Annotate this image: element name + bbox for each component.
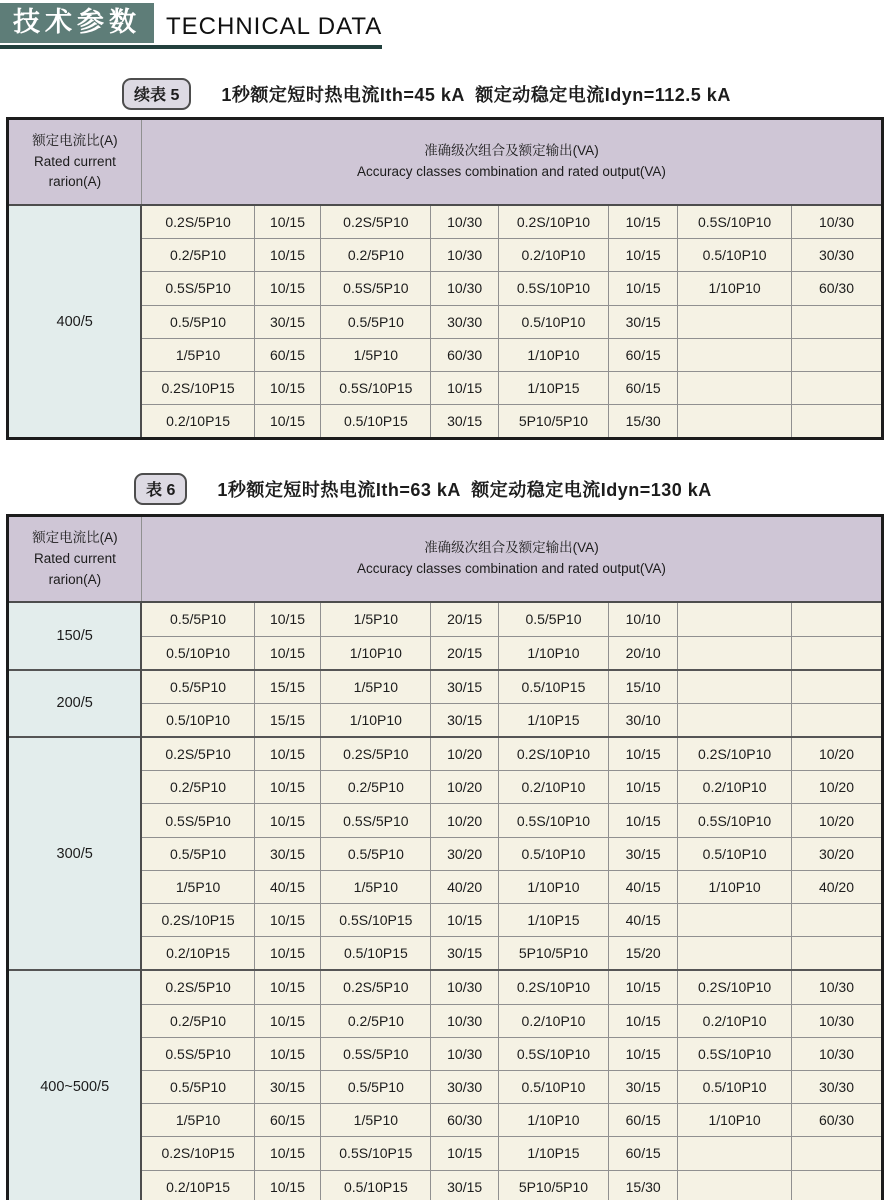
spec-cell: 1/10P10 [678,1104,792,1137]
spec-cell: 10/15 [609,970,678,1004]
spec-cell [678,937,792,971]
spec-cell: 30/20 [431,837,498,870]
spec-cell: 0.2/5P10 [141,239,254,272]
spec-cell: 30/15 [609,837,678,870]
spec-cell [791,305,882,338]
spec-cell: 30/15 [431,703,498,737]
spec-cell [678,338,792,371]
spec-cell: 10/15 [254,1037,320,1070]
spec-cell: 10/15 [609,205,678,239]
spec-cell: 10/15 [254,804,320,837]
spec-cell: 10/30 [431,1004,498,1037]
spec-cell: 0.2/10P10 [678,771,792,804]
spec-cell: 30/15 [431,670,498,704]
spec-cell: 0.5/5P10 [321,1070,431,1103]
spec-cell: 10/30 [431,1037,498,1070]
spec-cell: 10/15 [254,636,320,670]
spec-cell: 10/20 [791,737,882,771]
spec-cell: 10/20 [431,771,498,804]
table-row [8,670,883,704]
table-row [8,205,883,239]
spec-cell: 15/30 [609,1170,678,1200]
spec-cell: 0.5/5P10 [321,305,431,338]
spec-cell: 0.2S/10P15 [141,1137,254,1170]
spec-cell: 10/15 [254,602,320,636]
spec-cell: 10/30 [791,970,882,1004]
spec-cell: 60/15 [609,1137,678,1170]
spec-cell: 0.5/10P15 [321,405,431,439]
spec-cell [678,1170,792,1200]
spec-cell: 1/10P10 [498,1104,608,1137]
spec-cell: 1/10P10 [321,636,431,670]
column-header-rated-current-ratio: 额定电流比(A) Rated current rarion(A) [8,119,142,206]
column-header-rated-current-ratio: 额定电流比(A) Rated current rarion(A) [8,516,142,603]
spec-cell [678,1137,792,1170]
spec-cell: 0.2S/10P10 [498,737,608,771]
spec-cell: 0.5/10P10 [498,1070,608,1103]
spec-cell: 10/30 [791,205,882,239]
spec-cell [791,371,882,404]
spec-cell: 1/10P10 [321,703,431,737]
spec-cell: 10/20 [791,804,882,837]
spec-cell [791,1137,882,1170]
rated-current-ratio-cell: 150/5 [8,602,142,669]
spec-cell: 60/15 [254,338,320,371]
page-header [0,0,890,49]
spec-cell: 10/15 [609,771,678,804]
spec-cell: 20/10 [609,636,678,670]
spec-cell: 10/30 [431,970,498,1004]
spec-cell: 40/15 [609,870,678,903]
spec-cell [678,670,792,704]
spec-cell [678,405,792,439]
spec-cell: 1/5P10 [321,338,431,371]
spec-cell [791,1170,882,1200]
spec-cell: 0.2S/5P10 [141,970,254,1004]
spec-cell: 15/30 [609,405,678,439]
spec-cell: 0.5/10P10 [141,703,254,737]
spec-cell: 0.5/5P10 [141,837,254,870]
spec-cell: 10/30 [431,205,498,239]
spec-cell: 0.5/10P10 [678,837,792,870]
spec-cell: 1/10P15 [498,1137,608,1170]
spec-cell: 0.5S/10P15 [321,904,431,937]
spec-cell: 0.5/10P10 [678,239,792,272]
spec-cell: 60/15 [609,371,678,404]
spec-cell: 30/15 [254,305,320,338]
spec-cell: 0.2/10P15 [141,937,254,971]
spec-cell: 40/15 [254,870,320,903]
spec-cell: 10/15 [254,239,320,272]
spec-cell: 10/15 [609,272,678,305]
spec-cell: 0.2S/10P10 [498,205,608,239]
spec-cell [678,703,792,737]
spec-cell: 0.5S/5P10 [141,804,254,837]
spec-cell: 10/15 [431,371,498,404]
spec-cell: 10/15 [254,1170,320,1200]
rated-current-ratio-cell: 400~500/5 [8,970,142,1200]
spec-cell [791,338,882,371]
spec-cell: 10/15 [254,272,320,305]
table6-title: 1秒额定短时热电流Ith=63 kA 额定动稳定电流Idyn=130 kA [217,480,712,501]
table5-badge: 续表 5 [122,78,191,110]
spec-cell: 1/10P15 [498,904,608,937]
spec-cell: 0.2S/5P10 [321,205,431,239]
section-title-table5 [122,79,890,109]
spec-cell: 1/5P10 [321,870,431,903]
table5-title: 1秒额定短时热电流Ith=45 kA 额定动稳定电流Idyn=112.5 kA [221,85,731,105]
table-continued-5 [6,117,884,440]
spec-cell: 1/10P10 [678,870,792,903]
table6-badge: 表 6 [134,473,187,505]
spec-cell: 1/10P15 [498,703,608,737]
spec-cell: 0.5/10P15 [321,1170,431,1200]
spec-cell: 10/15 [609,804,678,837]
spec-cell: 0.5S/5P10 [321,804,431,837]
spec-cell: 0.2S/10P15 [141,371,254,404]
rated-current-ratio-cell: 300/5 [8,737,142,970]
spec-cell: 10/20 [431,737,498,771]
spec-cell: 15/15 [254,670,320,704]
spec-cell: 0.5S/5P10 [321,272,431,305]
spec-cell: 0.5/10P15 [321,937,431,971]
spec-cell [791,703,882,737]
spec-cell: 10/15 [431,1137,498,1170]
spec-cell: 30/30 [431,1070,498,1103]
spec-cell: 0.5S/10P10 [498,804,608,837]
spec-cell: 10/30 [791,1004,882,1037]
spec-cell: 60/15 [609,1104,678,1137]
table-row [8,737,883,771]
spec-cell: 0.5/5P10 [141,602,254,636]
spec-cell: 20/15 [431,636,498,670]
spec-cell: 0.2/10P15 [141,1170,254,1200]
spec-cell [791,904,882,937]
page-title-cn: 技术参数 [0,3,154,43]
spec-cell: 0.5/10P10 [498,305,608,338]
spec-cell: 1/10P10 [678,272,792,305]
spec-cell: 40/20 [791,870,882,903]
spec-cell: 1/10P10 [498,338,608,371]
spec-cell: 0.2S/5P10 [141,737,254,771]
spec-cell [678,636,792,670]
spec-cell: 0.2/5P10 [321,1004,431,1037]
spec-cell: 10/15 [254,205,320,239]
spec-cell: 0.5/5P10 [141,305,254,338]
spec-cell: 0.5/5P10 [498,602,608,636]
spec-cell: 10/15 [254,737,320,771]
spec-cell: 0.5/10P15 [498,670,608,704]
spec-cell: 30/15 [431,937,498,971]
spec-cell: 40/15 [609,904,678,937]
spec-cell: 30/30 [791,239,882,272]
column-header-accuracy-classes: 准确级次组合及额定输出(VA) Accuracy classes combination and rated output(VA) [141,516,882,603]
spec-cell: 15/10 [609,670,678,704]
spec-cell [791,602,882,636]
spec-cell: 0.5S/5P10 [141,1037,254,1070]
spec-cell [678,305,792,338]
spec-cell: 10/15 [609,239,678,272]
spec-cell: 30/20 [791,837,882,870]
spec-cell: 0.2S/10P15 [141,904,254,937]
spec-cell: 60/30 [431,338,498,371]
spec-cell: 0.5/10P10 [498,837,608,870]
spec-cell: 60/15 [254,1104,320,1137]
table-row [8,970,883,1004]
rated-current-ratio-cell: 400/5 [8,205,142,439]
page-title-row [0,3,890,43]
spec-cell: 10/15 [254,970,320,1004]
spec-cell: 30/15 [609,305,678,338]
spec-cell: 0.5S/10P10 [678,205,792,239]
rated-current-ratio-cell: 200/5 [8,670,142,737]
spec-cell [791,670,882,704]
spec-cell: 10/30 [431,239,498,272]
spec-cell: 20/15 [431,602,498,636]
column-header-accuracy-classes: 准确级次组合及额定输出(VA) Accuracy classes combination and rated output(VA) [141,119,882,206]
spec-cell: 0.2/10P10 [498,771,608,804]
page-title-en: TECHNICAL DATA [166,13,383,40]
spec-cell: 1/5P10 [321,602,431,636]
spec-cell: 60/30 [791,272,882,305]
spec-cell: 0.2S/5P10 [321,737,431,771]
spec-cell: 0.2/10P10 [498,239,608,272]
spec-cell: 1/5P10 [141,338,254,371]
spec-cell: 10/15 [609,1037,678,1070]
spec-cell: 60/30 [431,1104,498,1137]
spec-cell [791,937,882,971]
spec-cell: 10/30 [431,272,498,305]
spec-cell: 10/15 [431,904,498,937]
spec-cell: 30/15 [609,1070,678,1103]
spec-cell: 0.2/5P10 [321,771,431,804]
spec-cell: 10/15 [609,737,678,771]
section-title-table6 [134,474,890,504]
spec-cell: 10/15 [254,371,320,404]
spec-cell: 40/20 [431,870,498,903]
spec-cell: 0.5S/10P15 [321,1137,431,1170]
spec-cell: 30/10 [609,703,678,737]
spec-cell: 0.5/5P10 [141,1070,254,1103]
spec-cell: 60/30 [791,1104,882,1137]
spec-cell: 30/30 [791,1070,882,1103]
spec-cell: 10/15 [254,904,320,937]
spec-cell: 30/30 [431,305,498,338]
spec-cell: 1/10P15 [498,371,608,404]
spec-cell: 0.2/10P10 [678,1004,792,1037]
table-6 [6,514,884,1200]
spec-cell: 10/15 [254,1137,320,1170]
spec-cell: 0.2/5P10 [321,239,431,272]
spec-cell: 0.5/5P10 [141,670,254,704]
spec-cell: 60/15 [609,338,678,371]
spec-cell: 0.2S/10P10 [678,737,792,771]
spec-cell: 10/20 [431,804,498,837]
spec-cell [791,636,882,670]
spec-cell: 10/15 [254,405,320,439]
spec-cell: 10/10 [609,602,678,636]
spec-cell: 10/30 [791,1037,882,1070]
spec-cell [678,371,792,404]
spec-cell [678,602,792,636]
spec-cell: 15/15 [254,703,320,737]
spec-cell: 0.2S/10P10 [498,970,608,1004]
spec-cell: 5P10/5P10 [498,405,608,439]
spec-cell: 0.2/10P15 [141,405,254,439]
spec-cell: 0.2/5P10 [141,1004,254,1037]
spec-cell: 0.2S/10P10 [678,970,792,1004]
table-row [8,602,883,636]
spec-cell: 30/15 [254,1070,320,1103]
spec-cell [791,405,882,439]
spec-cell: 0.5S/5P10 [141,272,254,305]
spec-cell: 0.2/10P10 [498,1004,608,1037]
spec-cell: 1/10P10 [498,636,608,670]
spec-cell: 1/5P10 [321,1104,431,1137]
spec-cell: 0.5S/10P10 [498,272,608,305]
spec-cell: 10/15 [254,937,320,971]
spec-cell: 0.5/10P10 [141,636,254,670]
header-underline [0,45,382,49]
spec-cell: 1/5P10 [141,1104,254,1137]
spec-cell: 1/5P10 [321,670,431,704]
spec-cell: 0.2S/5P10 [321,970,431,1004]
spec-cell: 0.5S/10P15 [321,371,431,404]
spec-cell: 5P10/5P10 [498,937,608,971]
spec-cell: 10/15 [254,771,320,804]
spec-cell: 0.2S/5P10 [141,205,254,239]
spec-cell [678,904,792,937]
spec-cell: 30/15 [431,1170,498,1200]
spec-cell: 0.2/5P10 [141,771,254,804]
spec-cell: 1/5P10 [141,870,254,903]
spec-cell: 15/20 [609,937,678,971]
spec-cell: 0.5S/10P10 [678,804,792,837]
spec-table [6,514,884,1200]
spec-cell: 10/15 [609,1004,678,1037]
spec-cell: 0.5/5P10 [321,837,431,870]
spec-cell: 0.5S/10P10 [678,1037,792,1070]
spec-cell: 1/10P10 [498,870,608,903]
spec-cell: 10/15 [254,1004,320,1037]
spec-table [6,117,884,440]
spec-cell: 5P10/5P10 [498,1170,608,1200]
spec-cell: 0.5S/5P10 [321,1037,431,1070]
spec-cell: 0.5S/10P10 [498,1037,608,1070]
spec-cell: 0.5/10P10 [678,1070,792,1103]
spec-cell: 30/15 [254,837,320,870]
spec-cell: 10/20 [791,771,882,804]
spec-cell: 30/15 [431,405,498,439]
